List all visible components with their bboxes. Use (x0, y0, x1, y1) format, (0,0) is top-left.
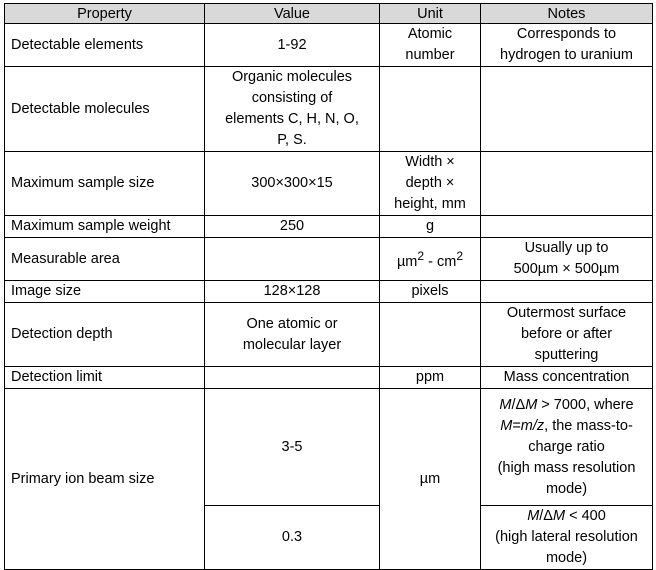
property-cell: Measurable area (5, 238, 205, 281)
notes-cell (481, 216, 653, 238)
unit-sup: 2 (417, 248, 425, 263)
header-value: Value (205, 4, 380, 24)
unit-pre: µm (396, 253, 418, 270)
table-row (5, 67, 653, 152)
notes-cell (481, 67, 653, 152)
property-cell: Maximum sample size (5, 152, 205, 216)
value-cell (205, 367, 380, 389)
table-row (5, 389, 653, 506)
value-cell: Organic molecules consisting of elements C, H, N, O, P, S. (205, 67, 380, 152)
property-cell: Detection limit (5, 367, 205, 389)
notes-text: (high lateral resolution mode) (495, 529, 638, 566)
value-cell: 0.3 (205, 506, 380, 570)
unit-mid: - cm (424, 253, 457, 270)
notes-italic: M (553, 508, 566, 524)
table-container (4, 3, 653, 570)
table-row (5, 152, 653, 216)
notes-text: , the mass-to- charge ratio (high mass resolution mode) (497, 417, 636, 497)
header-row (5, 4, 653, 24)
notes-text: = (512, 417, 521, 434)
notes-cell (481, 506, 653, 570)
unit-sup: 2 (456, 248, 464, 263)
notes-italic: M (499, 396, 512, 413)
notes-italic: M (527, 508, 540, 524)
value-cell: 3-5 (205, 389, 380, 506)
property-cell: Detectable molecules (5, 67, 205, 152)
property-cell: Image size (5, 281, 205, 303)
notes-text: < 400 (565, 508, 606, 524)
header-unit: Unit (380, 4, 481, 24)
table-row (5, 303, 653, 367)
value-cell: 300×300×15 (205, 152, 380, 216)
unit-cell: Width × depth × height, mm (380, 152, 481, 216)
notes-cell: Corresponds to hydrogen to uranium (481, 24, 653, 67)
notes-cell: Mass concentration (481, 367, 653, 389)
properties-table (4, 3, 653, 570)
unit-cell: g (380, 216, 481, 238)
notes-italic: m/z (520, 417, 545, 434)
notes-cell: Usually up to 500µm × 500µm (481, 238, 653, 281)
table-row (5, 367, 653, 389)
property-cell: Maximum sample weight (5, 216, 205, 238)
notes-cell (481, 389, 653, 506)
value-cell: 1-92 (205, 24, 380, 67)
property-cell: Detection depth (5, 303, 205, 367)
property-cell: Primary ion beam size (5, 389, 205, 570)
unit-cell: pixels (380, 281, 481, 303)
table-row (5, 24, 653, 67)
value-cell: One atomic or molecular layer (205, 303, 380, 367)
notes-cell: Outermost surface before or after sputtering (481, 303, 653, 367)
header-notes: Notes (481, 4, 653, 24)
value-cell: 128×128 (205, 281, 380, 303)
property-cell: Detectable elements (5, 24, 205, 67)
notes-italic: M (525, 396, 538, 413)
unit-cell (380, 67, 481, 152)
notes-text: > 7000, where (537, 396, 634, 413)
notes-cell (481, 281, 653, 303)
unit-cell (380, 238, 481, 281)
unit-cell: Atomic number (380, 24, 481, 67)
header-property: Property (5, 4, 205, 24)
unit-cell: ppm (380, 367, 481, 389)
value-cell (205, 238, 380, 281)
notes-italic: M (500, 417, 513, 434)
unit-cell (380, 303, 481, 367)
unit-cell: µm (380, 389, 481, 570)
value-cell: 250 (205, 216, 380, 238)
table-row (5, 216, 653, 238)
notes-text: /Δ (511, 396, 526, 413)
notes-cell (481, 152, 653, 216)
table-row (5, 238, 653, 281)
table-row (5, 281, 653, 303)
notes-text: /Δ (539, 508, 553, 524)
